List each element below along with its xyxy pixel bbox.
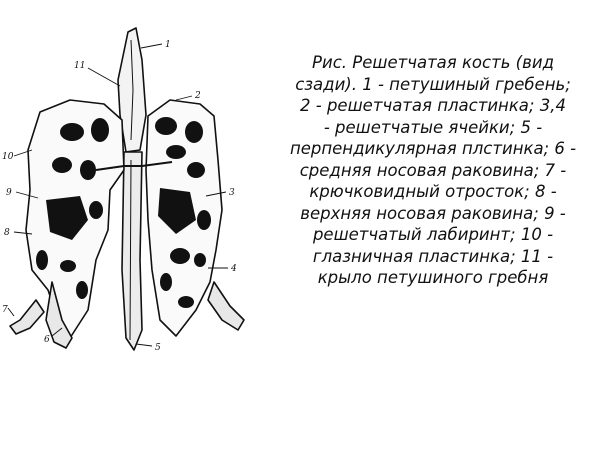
- caption-line: крыло петушиного гребня: [317, 268, 549, 287]
- figure-caption: [278, 52, 588, 289]
- label-8: 8: [4, 228, 10, 238]
- label-10: 10: [2, 152, 14, 162]
- caption-line: крючковидный отросток; 8 -: [309, 182, 557, 201]
- caption-line: решетчатый лабиринт; 10 -: [312, 225, 554, 244]
- caption-line: верхняя носовая раковина; 9 -: [300, 203, 566, 223]
- label-3: 3: [229, 188, 235, 198]
- label-11: 11: [74, 61, 86, 71]
- right-uncinate-process: [208, 282, 244, 330]
- perpendicular-plate: [122, 152, 142, 350]
- caption-line: - решетчатые ячейки; 5 -: [323, 117, 543, 137]
- caption-line: глазничная пластинка; 11 -: [312, 246, 554, 266]
- label-6: 6: [44, 335, 50, 345]
- ethmoid-bone-illustration: [0, 20, 270, 360]
- label-5: 5: [155, 343, 161, 353]
- label-9: 9: [6, 188, 12, 198]
- caption-line: Рис. Решетчатая кость (вид: [312, 53, 554, 72]
- label-1: 1: [165, 40, 171, 50]
- left-uncinate-process: [10, 300, 44, 334]
- caption-line: сзади). 1 - петушиный гребень;: [295, 74, 571, 94]
- label-2: 2: [195, 91, 201, 101]
- label-4: 4: [231, 264, 237, 274]
- label-7: 7: [2, 305, 8, 315]
- caption-line: перпендикулярная плстинка; 6 -: [289, 139, 577, 158]
- caption-line: 2 - решетчатая пластинка; 3,4: [300, 96, 566, 115]
- caption-line: средняя носовая раковина; 7 -: [299, 160, 567, 180]
